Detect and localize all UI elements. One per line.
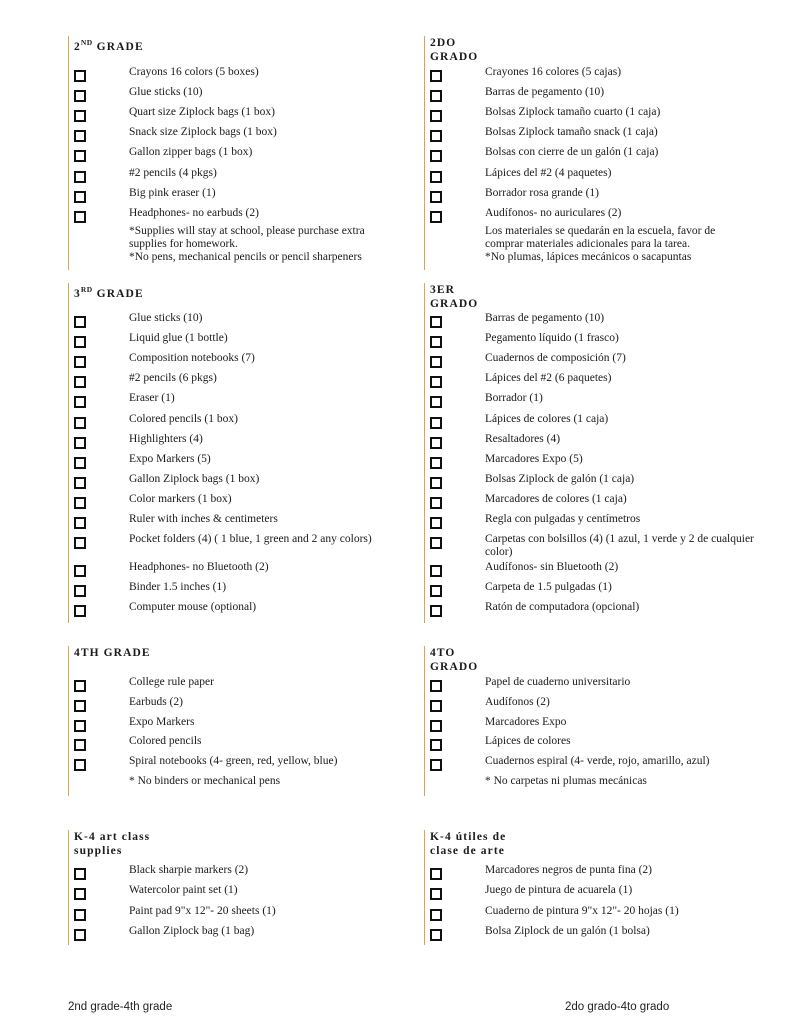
section-note: * No carpetas ni plumas mecánicas — [485, 775, 647, 787]
section-divider-bar — [424, 36, 425, 270]
spanish-grade4-section — [424, 646, 754, 796]
checklist-item-label: Cuadernos de composición (7) — [485, 352, 626, 365]
checklist-item — [430, 86, 760, 104]
checklist-item-label: Bolsas Ziplock tamaño cuarto (1 caja) — [485, 106, 661, 119]
section-heading: 3ER GRADO — [430, 284, 479, 310]
checkbox[interactable] — [430, 130, 442, 142]
checkbox[interactable] — [430, 929, 442, 941]
checklist-item — [430, 755, 760, 773]
checklist-item-label: Gallon zipper bags (1 box) — [129, 146, 253, 159]
checkbox[interactable] — [430, 150, 442, 162]
checklist-item-label: Audífonos- sin Bluetooth (2) — [485, 561, 619, 574]
checklist-item — [430, 473, 760, 491]
checklist-item — [430, 433, 760, 451]
section-divider-bar — [424, 646, 425, 796]
checkbox[interactable] — [430, 457, 442, 469]
checklist-item-label: Lápices del #2 (4 paquetes) — [485, 166, 612, 179]
checkbox[interactable] — [430, 700, 442, 712]
checklist-item — [430, 533, 760, 559]
checklist-item-label: Liquid glue (1 bottle) — [129, 332, 228, 345]
checklist-item — [430, 884, 760, 902]
checklist-item — [430, 167, 760, 185]
checklist-item-label: Paint pad 9"x 12"- 20 sheets (1) — [129, 904, 276, 917]
checkbox[interactable] — [430, 739, 442, 751]
checklist-item-label: Watercolor paint set (1) — [129, 884, 238, 897]
checklist-item — [430, 453, 760, 471]
checklist-item-label: Bolsas Ziplock de galón (1 caja) — [485, 472, 635, 485]
checklist-item-label: Highlighters (4) — [129, 432, 203, 445]
checkbox[interactable] — [430, 759, 442, 771]
checklist-item-label: Colored pencils (1 box) — [129, 412, 238, 425]
checkbox[interactable] — [430, 565, 442, 577]
checklist-item-label: Glue sticks (10) — [129, 86, 203, 99]
checklist-item — [430, 513, 760, 531]
checklist-item-label: Colored pencils — [129, 735, 202, 748]
checkbox[interactable] — [430, 171, 442, 183]
checkbox[interactable] — [430, 605, 442, 617]
checkbox[interactable] — [430, 417, 442, 429]
spanish-grade3-section — [424, 283, 754, 623]
checklist-item-label: Earbuds (2) — [129, 695, 183, 708]
checklist-item-label: Audífonos- no auriculares (2) — [485, 206, 622, 219]
checklist-item — [430, 106, 760, 124]
checkbox[interactable] — [430, 888, 442, 900]
checklist-item-label: Computer mouse (optional) — [129, 601, 257, 614]
checklist-item — [430, 864, 760, 882]
checklist-item — [430, 413, 760, 431]
checklist-item-label: Lápices de colores — [485, 735, 571, 748]
checklist-item-label: Snack size Ziplock bags (1 box) — [129, 126, 277, 139]
heading-grade-word: GRADE — [92, 287, 144, 300]
checklist-item — [430, 312, 760, 330]
checklist-item-label: Spiral notebooks (4- green, red, yellow, blue) — [129, 755, 338, 768]
checklist-item-label: Audífonos (2) — [485, 695, 550, 708]
checklist-item-label: Color markers (1 box) — [129, 492, 232, 505]
checklist-item-label: Marcadores Expo (5) — [485, 452, 583, 465]
checkbox[interactable] — [430, 537, 442, 549]
checklist-item — [430, 332, 760, 350]
checklist-item-label: Juego de pintura de acuarela (1) — [485, 884, 633, 897]
checklist-item-label: Black sharpie markers (2) — [129, 864, 249, 876]
checklist-item — [430, 187, 760, 205]
spanish-art-section — [424, 830, 754, 945]
heading-grade-word: GRADE — [92, 40, 144, 53]
checkbox[interactable] — [430, 110, 442, 122]
checkbox[interactable] — [430, 720, 442, 732]
heading-number: 3 — [74, 287, 81, 300]
checkbox[interactable] — [430, 336, 442, 348]
checklist-item — [430, 735, 760, 753]
checklist-item-label: Expo Markers (5) — [129, 452, 211, 465]
checklist-item — [430, 146, 760, 164]
checklist-item-label: Expo Markers — [129, 715, 195, 728]
checkbox[interactable] — [430, 396, 442, 408]
section-heading: 4TH GRADE — [74, 647, 151, 659]
checkbox[interactable] — [430, 376, 442, 388]
checklist-item-label: Borrador rosa grande (1) — [485, 186, 599, 199]
spanish-grade2-section — [424, 36, 754, 270]
section-heading: K-4 útiles de clase de arte — [430, 831, 507, 857]
section-heading: K-4 art class supplies — [74, 831, 151, 857]
checklist-item-label: Big pink eraser (1) — [129, 186, 216, 199]
checklist-item-label: Glue sticks (10) — [129, 312, 203, 324]
checklist-item-label: Barras de pegamento (10) — [485, 86, 605, 99]
checklist-item — [430, 905, 760, 923]
checklist-item — [430, 676, 760, 694]
checkbox[interactable] — [430, 211, 442, 223]
heading-ordinal-suffix: RD — [80, 285, 93, 294]
checklist-item-label: Papel de cuaderno universitario — [485, 676, 631, 688]
checklist-item-label: Marcadores Expo — [485, 715, 567, 728]
checklist-item-label: Marcadores negros de punta fina (2) — [485, 864, 653, 876]
checklist-item-label: Binder 1.5 inches (1) — [129, 581, 227, 594]
checklist-item-label: Composition notebooks (7) — [129, 352, 255, 365]
checklist-item — [430, 126, 760, 144]
section-heading: 2DO GRADO — [430, 37, 479, 63]
checklist-item-label: Cuadernos espiral (4- verde, rojo, amarillo, azul) — [485, 755, 710, 768]
checklist-item — [430, 372, 760, 390]
heading-ordinal-suffix: ND — [80, 38, 93, 47]
checklist-item — [430, 925, 760, 943]
checklist-item-label: Barras de pegamento (10) — [485, 312, 605, 324]
checklist-item — [430, 601, 760, 619]
checklist-item-label: Borrador (1) — [485, 392, 543, 405]
checklist-item-label: Carpetas con bolsillos (4) (1 azul, 1 verde y 2 de cualquier color) — [485, 533, 754, 559]
checklist-item-label: Pegamento líquido (1 frasco) — [485, 332, 619, 345]
section-note: * No binders or mechanical pens — [129, 775, 281, 787]
checklist-item-label: Gallon Ziplock bag (1 bag) — [129, 924, 255, 937]
checkbox[interactable] — [430, 497, 442, 509]
checklist-item-label: Lápices del #2 (6 paquetes) — [485, 372, 612, 385]
checklist-item — [430, 392, 760, 410]
checklist-item-label: Headphones- no earbuds (2) — [129, 206, 259, 219]
checklist-item-label: Crayons 16 colors (5 boxes) — [129, 66, 259, 78]
checkbox[interactable] — [430, 680, 442, 692]
checkbox[interactable] — [430, 90, 442, 102]
checklist-item-label: Regla con pulgadas y centímetros — [485, 513, 641, 525]
checklist-item-label: Ruler with inches & centimeters — [129, 513, 278, 525]
checklist-item — [430, 696, 760, 714]
checklist-item-label: Marcadores de colores (1 caja) — [485, 492, 627, 505]
checklist-item-label: Lápices de colores (1 caja) — [485, 412, 609, 425]
checkbox[interactable] — [430, 356, 442, 368]
section-heading: 4TO GRADO — [430, 647, 479, 673]
checklist-item-label: Carpeta de 1.5 pulgadas (1) — [485, 581, 612, 594]
checklist-item — [430, 716, 760, 734]
checklist-item — [430, 561, 760, 579]
checklist-item — [430, 352, 760, 370]
checklist-item-label: Bolsas con cierre de un galón (1 caja) — [485, 146, 659, 159]
checklist-item-label: #2 pencils (4 pkgs) — [129, 166, 217, 179]
checklist-item — [430, 207, 760, 225]
checklist-item-label: Bolsas Ziplock tamaño snack (1 caja) — [485, 126, 658, 139]
checklist-item-label: Quart size Ziplock bags (1 box) — [129, 106, 275, 119]
checklist-item-label: College rule paper — [129, 676, 214, 688]
checklist-item-label: Ratón de computadora (opcional) — [485, 601, 640, 614]
checkbox[interactable] — [430, 70, 442, 82]
checklist-item-label: Resaltadores (4) — [485, 432, 561, 445]
checkbox[interactable] — [430, 191, 442, 203]
checklist-item — [430, 581, 760, 599]
heading-number: 2 — [74, 40, 81, 53]
checkbox[interactable] — [430, 477, 442, 489]
section-divider-bar — [424, 830, 425, 945]
footer-spanish: 2do grado-4to grado — [565, 1001, 670, 1013]
checklist-item — [430, 66, 760, 84]
section-divider-bar — [424, 283, 425, 623]
checklist-item-label: Headphones- no Bluetooth (2) — [129, 561, 269, 574]
footer-english: 2nd grade-4th grade — [68, 1001, 173, 1013]
checklist-item-label: Pocket folders (4) ( 1 blue, 1 green and 2 any colors) — [129, 533, 372, 546]
section-note: Los materiales se quedarán en la escuela, favor de comprar materiales adicionales para la tarea. *No plumas, lápices mecánicos o sacapuntas — [485, 225, 716, 263]
checklist-item — [430, 493, 760, 511]
checkbox[interactable] — [430, 437, 442, 449]
checklist-item-label: Eraser (1) — [129, 392, 175, 405]
checkbox[interactable] — [430, 517, 442, 529]
checkbox[interactable] — [430, 868, 442, 880]
section-note: *Supplies will stay at school, please purchase extra supplies for homework. *No pens, mechanical pencils or pencil sharpeners — [129, 225, 365, 263]
checklist-item-label: Cuaderno de pintura 9"x 12"- 20 hojas (1) — [485, 904, 679, 917]
checkbox[interactable] — [430, 316, 442, 328]
checklist-item-label: Bolsa Ziplock de un galón (1 bolsa) — [485, 924, 650, 937]
checklist-item-label: Gallon Ziplock bags (1 box) — [129, 472, 260, 485]
checkbox[interactable] — [430, 909, 442, 921]
checklist-item-label: #2 pencils (6 pkgs) — [129, 372, 217, 385]
checklist-item-label: Crayones 16 colores (5 cajas) — [485, 66, 622, 78]
checkbox[interactable] — [430, 585, 442, 597]
